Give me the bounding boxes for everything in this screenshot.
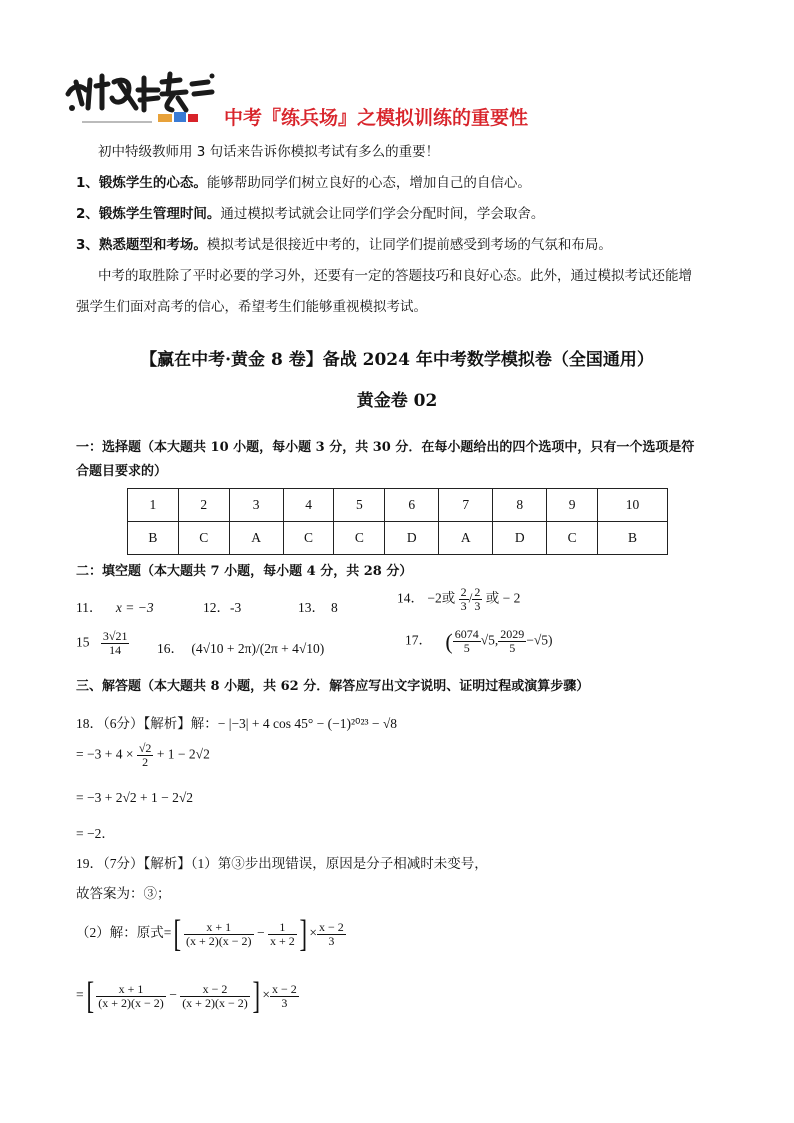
step-text: （2）解：原式= xyxy=(76,925,172,941)
question-number: 17． xyxy=(405,632,432,648)
operator: × xyxy=(309,925,317,941)
table-cell: B xyxy=(598,522,668,555)
fraction: $\frac{x + 1}{(x + 2)(x - 2)}$ xyxy=(98,981,164,1010)
table-row xyxy=(128,522,668,555)
fraction: $\frac{3√21}{14}$ xyxy=(102,629,128,657)
answer-13 xyxy=(298,596,338,616)
intro-paragraph: 强学生们面对高考的信心，希望考生们能够重视模拟考试。 xyxy=(76,299,427,315)
intro-item-head: 锻炼学生的心态。 xyxy=(98,175,207,191)
intro-item-2 xyxy=(76,204,544,224)
intro-item-text: 能够帮助同学们树立良好的心态，增加自己的自信心。 xyxy=(206,175,531,191)
fraction: $\frac{√2}{2}$ xyxy=(138,741,152,769)
solution-step: = −2． xyxy=(76,826,115,841)
table-cell: C xyxy=(178,522,229,555)
answer-value: 或 − 2 xyxy=(485,590,521,606)
intro-item-num: 1、 xyxy=(76,175,99,191)
intro-item-1 xyxy=(76,173,531,193)
document-title: 【赢在中考·黄金 8 卷】备战 2024 年中考数学模拟卷（全国通用） xyxy=(140,350,654,370)
answer-value: √5, xyxy=(480,632,499,648)
banner-title: 中考『练兵场』之模拟训练的重要性 xyxy=(224,107,529,129)
intro-item-text: 通过模拟考试就会让同学们学会分配时间，学会取舍。 xyxy=(220,206,545,222)
operator: − xyxy=(256,925,265,941)
question-number: 14． xyxy=(397,590,424,606)
fraction: $\frac{1}{x + 2}$ xyxy=(269,919,295,948)
table-cell: 9 xyxy=(547,489,598,522)
table-cell: 1 xyxy=(128,489,179,522)
operator: × xyxy=(262,987,270,1003)
question-number: 16． xyxy=(157,641,184,656)
fraction: $\frac{x - 2}{(x + 2)(x - 2)}$ xyxy=(182,981,248,1010)
table-cell: C xyxy=(547,522,598,555)
table-cell: A xyxy=(229,522,283,555)
fraction: $\frac{2029}{5}$ xyxy=(500,627,525,655)
table-cell: C xyxy=(334,522,385,555)
section-header: 一：选择题（本大题共 10 小题，每小题 3 分，共 30 分．在每小题给出的四个选项中，只有一个选项是符 xyxy=(76,440,695,455)
operator: − xyxy=(169,987,177,1003)
table-cell: B xyxy=(128,522,179,555)
solution-step: = −3 + 2√2 + 1 − 2√2 xyxy=(76,790,194,805)
table-cell: 7 xyxy=(439,489,493,522)
intro-item-head: 熟悉题型和考场。 xyxy=(98,237,207,253)
table-cell: A xyxy=(439,522,493,555)
answer-value: −2或 xyxy=(427,590,456,606)
separator: / xyxy=(468,590,473,606)
table-cell: 6 xyxy=(385,489,439,522)
table-cell: 3 xyxy=(229,489,283,522)
answer-value: (4√10 + 2π)/(2π + 4√10) xyxy=(191,641,325,656)
question-number: 15 xyxy=(76,634,90,650)
answer-table xyxy=(127,488,668,555)
table-cell: D xyxy=(493,522,547,555)
answer-15 xyxy=(76,630,129,657)
logo-image xyxy=(62,64,222,130)
step-text: = xyxy=(76,987,84,1003)
step-text: + 1 − 2√2 xyxy=(156,746,210,762)
question-number: 13． xyxy=(298,600,325,615)
solution-step: =[ $\frac{x + 1}{(x + 2)(x - 2)}$ − $\frac{x - 2}{(x + 2)(x - 2)}$ ] × $\frac{x - 2}{3}$ xyxy=(76,975,297,1017)
answer-14 xyxy=(397,586,520,613)
solution-19-heading: 19．（7分）【解析】（1）第③步出现错误，原因是分子相减时未变号， xyxy=(76,856,488,871)
fraction: $\frac{6074}{5}$ xyxy=(454,627,479,655)
answer-value: 8 xyxy=(331,600,338,615)
answer-12 xyxy=(203,596,241,616)
question-number: 11． xyxy=(76,600,103,615)
table-cell: 2 xyxy=(178,489,229,522)
paren: ( xyxy=(445,628,453,654)
table-row xyxy=(128,489,668,522)
intro-item-num: 2、 xyxy=(76,206,99,222)
intro-item-head: 锻炼学生管理时间。 xyxy=(98,206,221,222)
fraction: $\frac{x - 2}{3}$ xyxy=(319,919,344,948)
table-cell: 5 xyxy=(334,489,385,522)
answer-16 xyxy=(157,637,324,657)
intro-item-3 xyxy=(76,235,612,255)
section-header: 合题目要求的） xyxy=(76,464,168,479)
section-header: 二：填空题（本大题共 7 小题，每小题 4 分，共 28 分） xyxy=(76,564,413,579)
document-subtitle: 黄金卷 02 xyxy=(356,391,438,411)
intro-item-num: 3、 xyxy=(76,237,99,253)
answer-value: -3 xyxy=(230,600,242,615)
solution-18-heading: 18．（6分）【解析】解：− |−3| + 4 cos 45° − (−1)²⁰²³ − √8 xyxy=(76,716,398,731)
table-cell: 4 xyxy=(283,489,334,522)
step-text: = −3 + 4 × xyxy=(76,746,134,762)
intro-item-text: 模拟考试是很接近中考的，让同学们提前感受到考场的气氛和布局。 xyxy=(206,237,612,253)
table-cell: C xyxy=(283,522,334,555)
fraction: $\frac{2}{3}$ xyxy=(474,585,481,613)
solution-step: 故答案为：③； xyxy=(76,886,171,901)
solution-step xyxy=(76,742,210,769)
solution-step: （2）解：原式=[ $\frac{x + 1}{(x + 2)(x - 2)}$ − $\frac{1}{x + 2}$ ] × $\frac{x - 2}{3}$ xyxy=(76,913,344,955)
intro-paragraph: 初中特级教师用 3 句话来告诉你模拟考试有多么的重要！ xyxy=(98,144,440,160)
fraction: $\frac{x - 2}{3}$ xyxy=(272,981,297,1010)
question-number: 12． xyxy=(203,600,230,615)
table-cell: 10 xyxy=(598,489,668,522)
fraction: $\frac{x + 1}{(x + 2)(x - 2)}$ xyxy=(186,919,252,948)
intro-paragraph: 中考的取胜除了平时必要的学习外，还要有一定的答题技巧和良好心态。此外，通过模拟考试还能增 xyxy=(98,268,692,284)
table-cell: D xyxy=(385,522,439,555)
table-cell: 8 xyxy=(493,489,547,522)
answer-value: −√5) xyxy=(526,632,553,648)
answer-11 xyxy=(76,596,154,616)
answer-value: x = −3 xyxy=(115,600,154,615)
answer-17 xyxy=(405,628,553,655)
section-header: 三、解答题（本大题共 8 小题，共 62 分．解答应写出文字说明、证明过程或演算步骤） xyxy=(76,679,590,694)
fraction: $\frac{2}{3}$ xyxy=(460,585,467,613)
